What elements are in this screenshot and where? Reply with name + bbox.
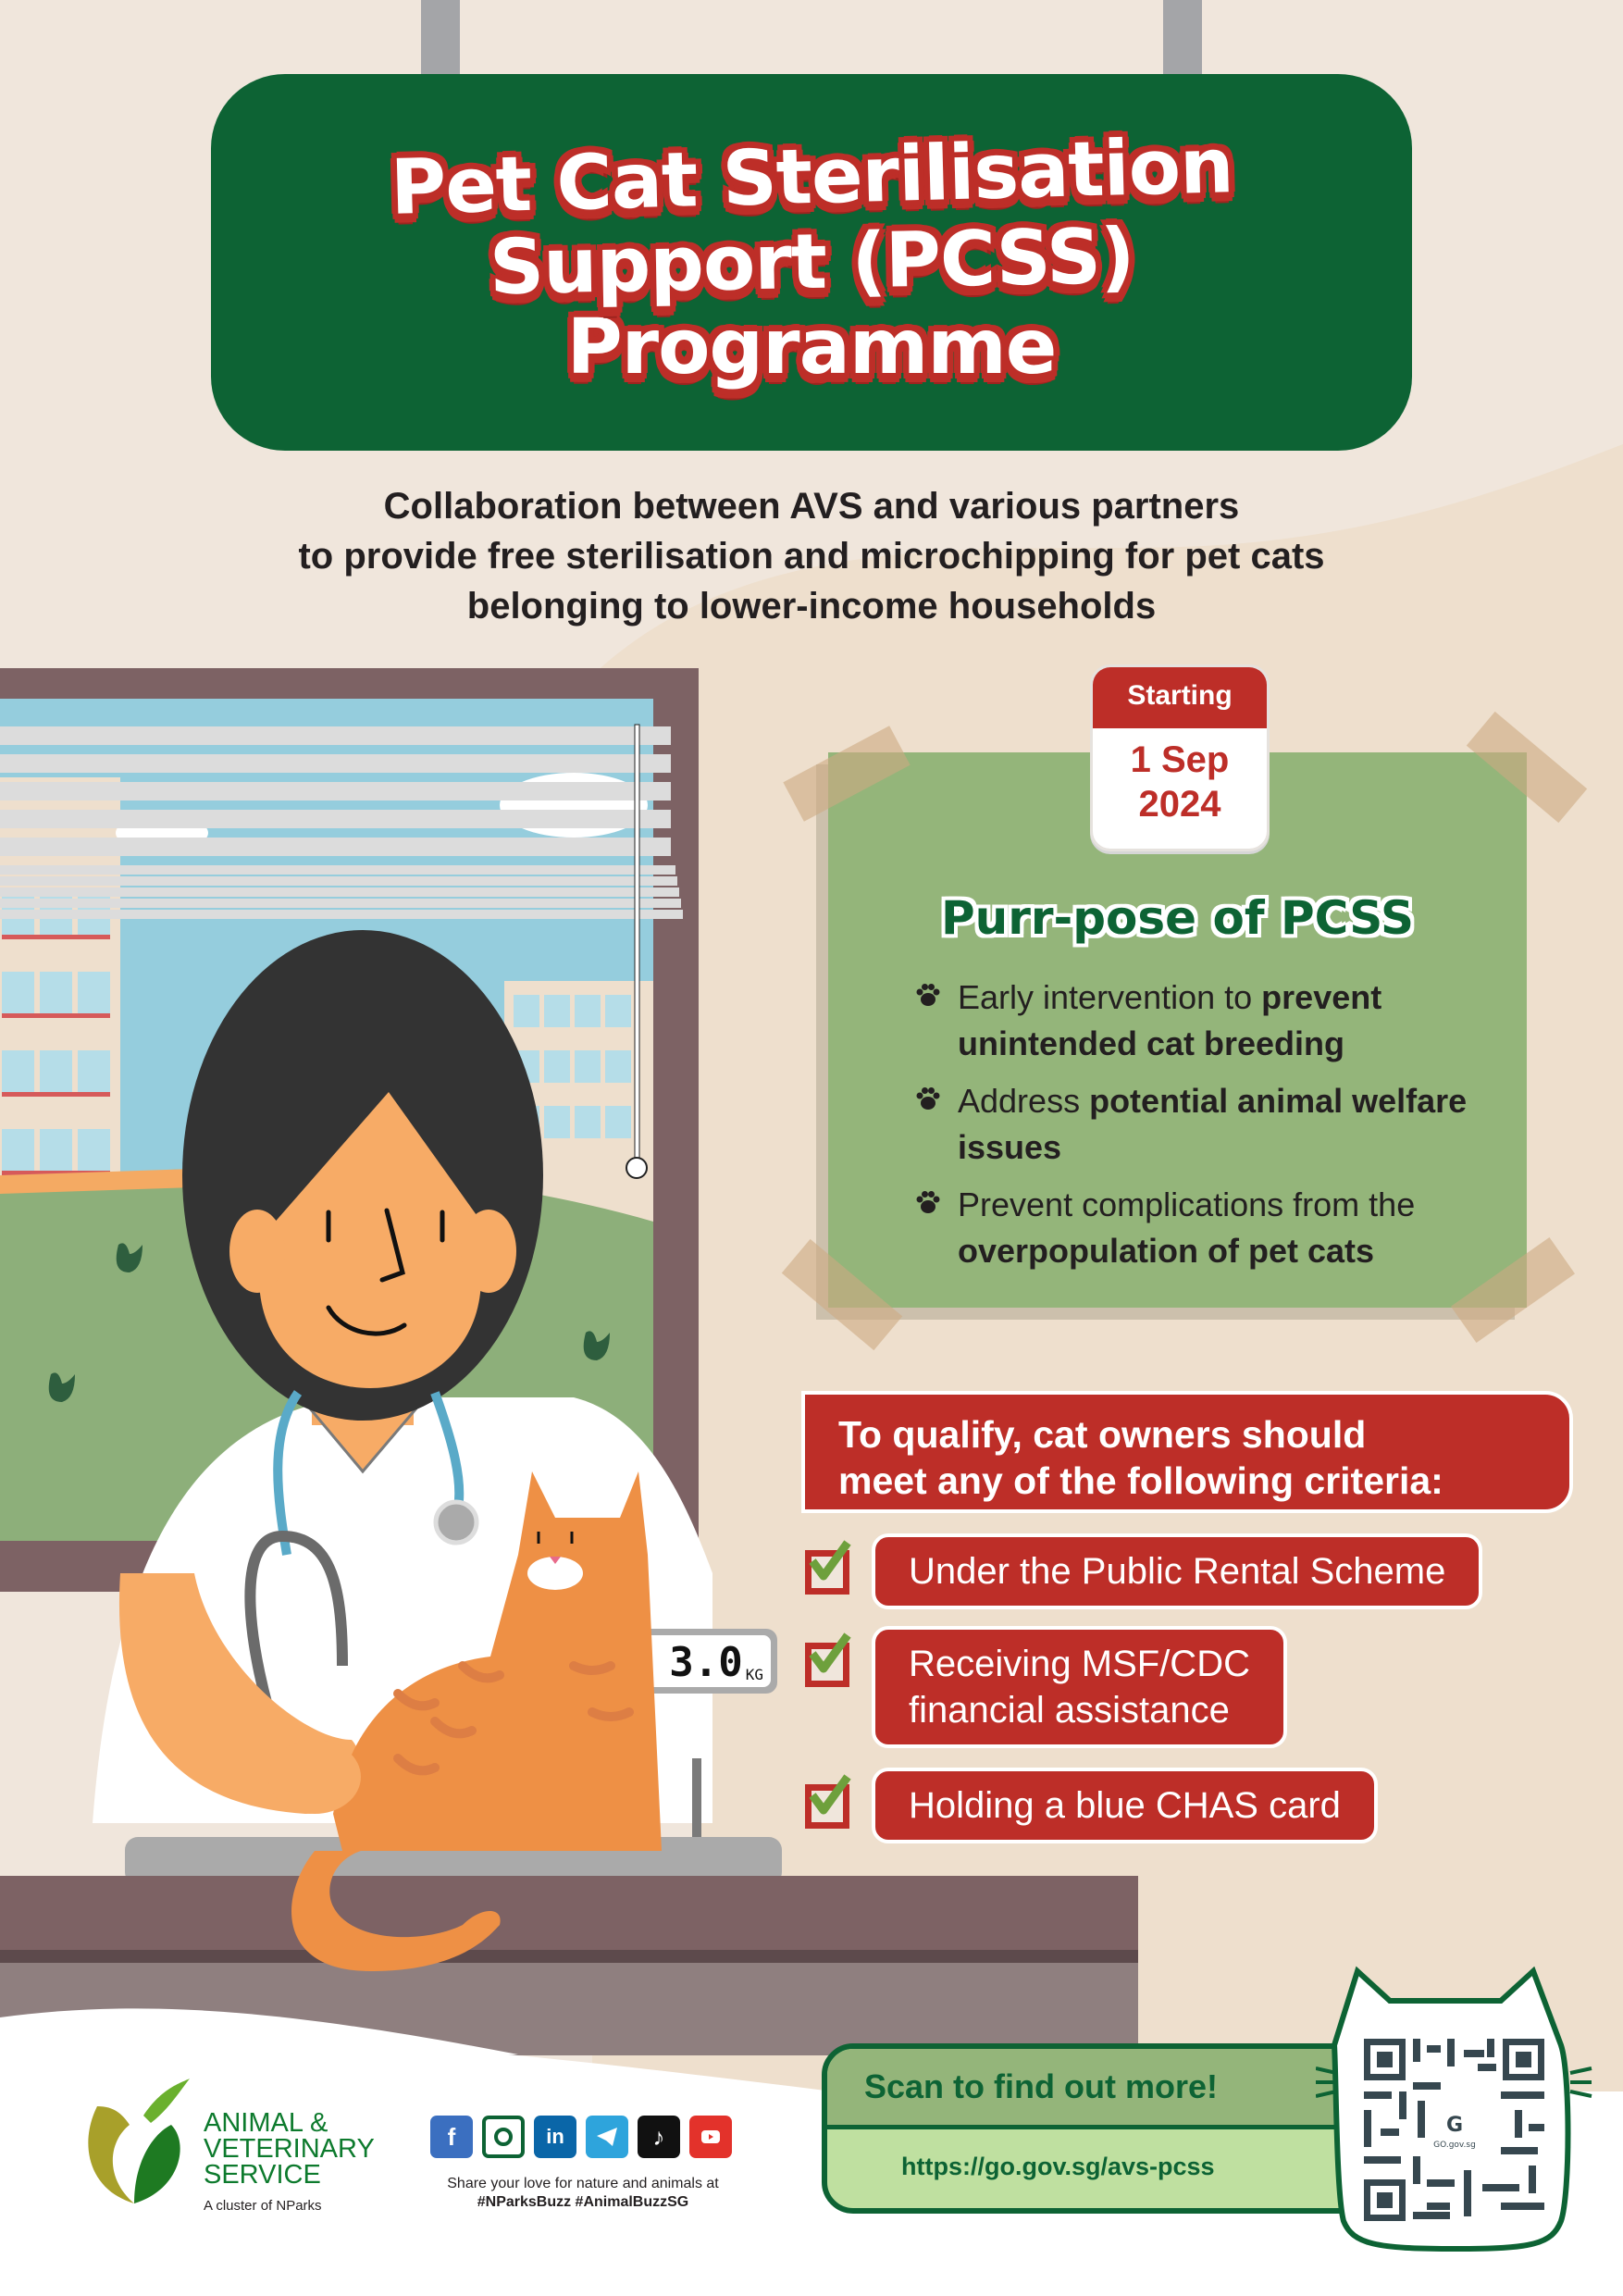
paw-icon <box>913 980 943 1010</box>
subtitle-line-2: to provide free sterilisation and microchipping for pet cats <box>298 536 1325 577</box>
svg-text:GO.gov.sg: GO.gov.sg <box>1433 2141 1476 2150</box>
purpose-item-normal: Address <box>958 1082 1090 1120</box>
purpose-list <box>913 974 1487 1285</box>
tiktok-icon[interactable]: ♪ <box>638 2116 680 2158</box>
criteria-item <box>801 1768 1378 1843</box>
criteria-pill <box>872 1533 1482 1609</box>
scale-display <box>613 1635 771 1687</box>
title-line-1: Pet Cat Sterilisation <box>389 121 1234 232</box>
linkedin-icon[interactable]: in <box>534 2116 576 2158</box>
purpose-item-bold: prevent unintended cat breeding <box>958 978 1382 1062</box>
avs-name <box>204 2110 375 2188</box>
start-date-calendar <box>1090 664 1270 851</box>
calendar-date <box>1093 738 1267 826</box>
purpose-title: Purr-pose of PCSS <box>940 891 1415 945</box>
criteria-text: Holding a blue CHAS card <box>909 1785 1341 1826</box>
paw-icon <box>913 1187 943 1217</box>
scan-url-link[interactable]: https://go.gov.sg/avs-pcss <box>901 2153 1215 2180</box>
telegram-icon[interactable] <box>586 2116 628 2158</box>
criteria-item <box>801 1533 1482 1609</box>
criteria-text-line-2: financial assistance <box>909 1690 1230 1731</box>
purpose-item-normal: Prevent complications from the <box>958 1185 1416 1223</box>
criteria-item <box>801 1626 1287 1748</box>
instagram-icon[interactable] <box>482 2116 525 2158</box>
subtitle-line-3: belonging to lower-income households <box>466 586 1157 627</box>
scale-value: 3.0 <box>669 1639 743 1686</box>
purpose-item <box>913 974 1487 1067</box>
scan-cta: Scan to find out more! <box>827 2049 1364 2129</box>
subtitle-line-1: Collaboration between AVS and various partners <box>383 486 1240 527</box>
social-share-text <box>421 2175 745 2212</box>
criteria-text: Receiving MSF/CDC <box>909 1644 1250 1684</box>
avs-subtitle: A cluster of NParks <box>204 2198 322 2214</box>
purpose-item <box>913 1182 1487 1274</box>
criteria-pill <box>872 1768 1378 1843</box>
youtube-icon[interactable] <box>689 2116 732 2158</box>
purpose-item-normal: Early intervention to <box>958 978 1262 1016</box>
checkbox-checked-icon <box>801 1543 853 1595</box>
purpose-item-bold: potential animal welfare issues <box>958 1082 1468 1166</box>
calendar-day-month: 1 Sep <box>1130 739 1230 780</box>
paw-icon <box>913 1084 943 1113</box>
checkbox-checked-icon <box>801 1777 853 1829</box>
criteria-pill <box>872 1626 1287 1748</box>
calendar-label: Starting <box>1093 667 1267 728</box>
hashtags: #NParksBuzz #AnimalBuzzSG <box>477 2194 689 2210</box>
qualify-heading-line-2: meet any of the following criteria: <box>838 1459 1443 1502</box>
facebook-icon[interactable]: f <box>430 2116 473 2158</box>
avs-name-line-3: SERVICE <box>204 2160 321 2190</box>
calendar-year: 2024 <box>1138 784 1221 825</box>
scan-box <box>822 2043 1369 2214</box>
avs-name-line-1: ANIMAL & <box>204 2108 328 2138</box>
title-line-2: Support (PCSS) <box>488 212 1135 312</box>
qr-code-cat-frame[interactable] <box>1316 1943 1593 2258</box>
scale-unit: KG <box>745 1666 763 1683</box>
checkbox-checked-icon <box>801 1635 853 1687</box>
social-icons <box>430 2116 732 2158</box>
qualify-heading <box>801 1391 1573 1513</box>
share-text: Share your love for nature and animals at <box>447 2176 719 2191</box>
qualify-heading-line-1: To qualify, cat owners should <box>838 1413 1367 1456</box>
svg-text:G: G <box>1445 2114 1464 2137</box>
avs-logo-icon <box>79 2069 199 2208</box>
title-line-3: Programme <box>566 303 1057 391</box>
avs-name-line-2: VETERINARY <box>204 2134 375 2164</box>
criteria-text: Under the Public Rental Scheme <box>909 1551 1446 1592</box>
purpose-item <box>913 1078 1487 1171</box>
purpose-item-bold: overpopulation of pet cats <box>958 1232 1375 1270</box>
